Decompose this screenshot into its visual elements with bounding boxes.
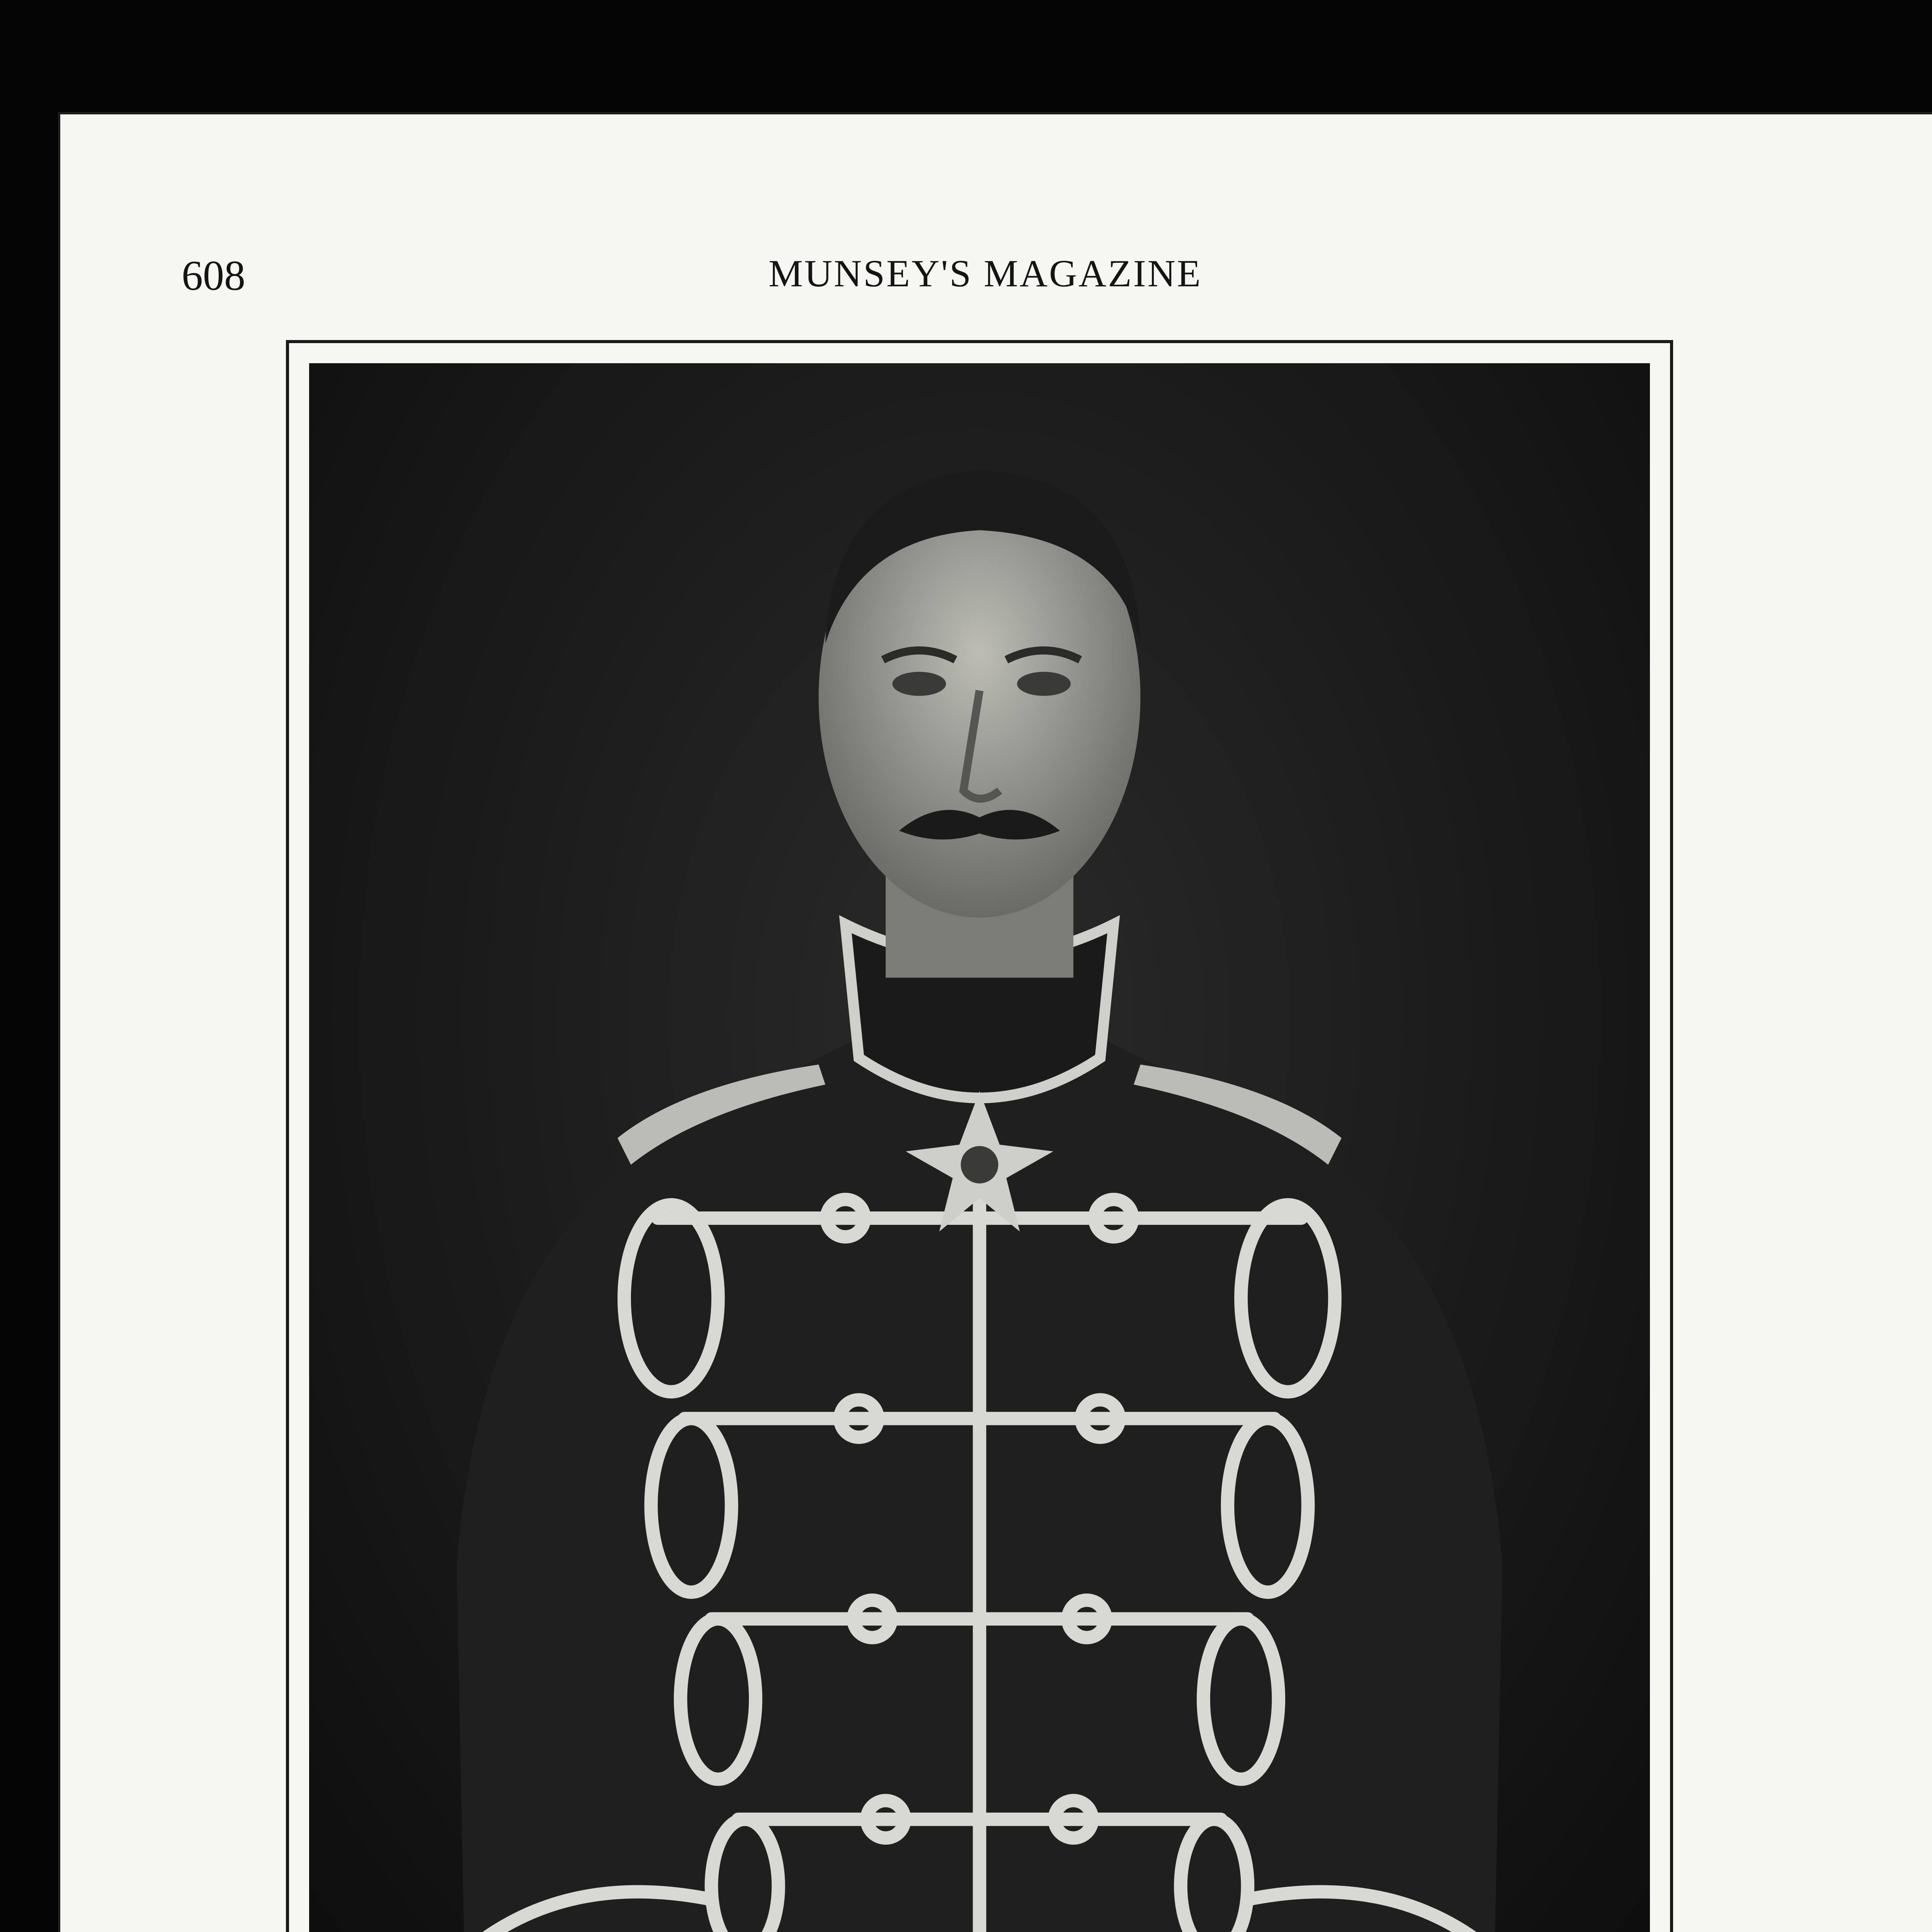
- photo-frame: [286, 340, 1673, 1932]
- running-head: MUNSEY'S MAGAZINE: [768, 252, 1202, 295]
- portrait-photo: [309, 363, 1650, 1932]
- portrait-illustration: [309, 363, 1650, 1932]
- page-number: 608: [182, 252, 245, 299]
